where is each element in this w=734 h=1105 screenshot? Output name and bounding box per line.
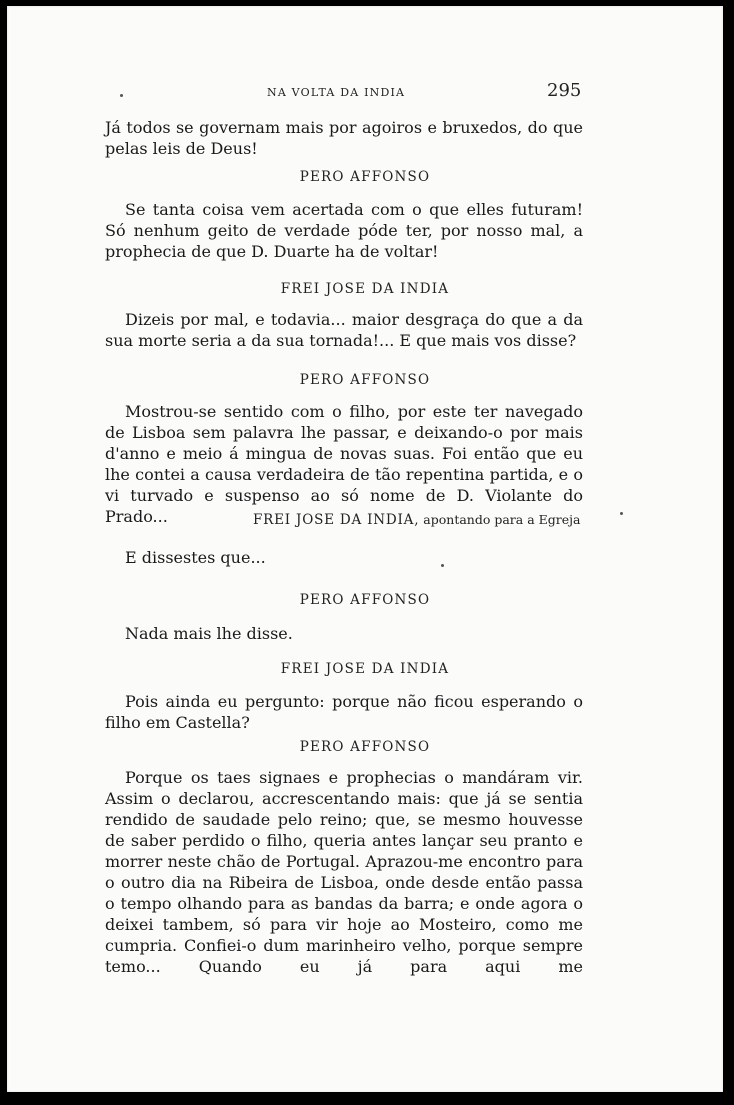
speck-mark (620, 512, 623, 515)
book-page (7, 6, 723, 1092)
dialogue-paragraph (105, 199, 583, 262)
speck-mark (120, 94, 123, 97)
speaker-name: FREI JOSE DA INDIA, (253, 512, 420, 528)
speaker-heading: PERO AFFONSO (299, 372, 431, 388)
stage-direction: apontando para a Egreja (423, 512, 581, 527)
paragraph-text: Porque os taes signaes e prophecias o mandáram vir. Assim o declarou, accrescentando mais: que já se sentia rendido de saudade pelo reino; que, se mesmo houvesse de saber perdido o filho, queria antes lançar seu pranto e morrer neste chão de Portugal. Aprazou-me encontro para o outro dia na Ribeira de Lisboa, onde desde então passa o tempo olhando para as bandas da barra; e onde agora o deixei tambem, só para vir hoje ao Mosteiro, como me cumpria. Confiei-o dum marinheiro velho, porque sempre temo... Quando eu já para aqui me (105, 768, 583, 976)
page-header (7, 80, 723, 104)
speaker-heading: FREI JOSE DA INDIA (280, 661, 450, 677)
paragraph-text: Se tanta coisa vem acertada com o que elles futuram! Só nenhum geito de verdade póde ter, por nosso mal, a prophecia de que D. Duarte ha de voltar! (105, 200, 583, 261)
speaker-heading: PERO AFFONSO (299, 739, 431, 755)
paragraph-text: Mostrou-se sentido com o filho, por este ter navegado de Lisboa sem palavra lhe passar, e deixando-o por mais d'anno e meio á mingua de novas suas. Foi então que eu lhe contei a causa verdadeira de tão repentina partida, e o vi turvado e suspenso ao só nome de D. Violante do Prado... (105, 402, 583, 526)
paragraph-text: Pois ainda eu pergunto: porque não ficou esperando o filho em Castella? (105, 692, 583, 732)
speaker-heading: FREI JOSE DA INDIA (280, 281, 450, 297)
dialogue-paragraph (105, 117, 583, 159)
speck-mark (441, 564, 444, 567)
speaker-heading: PERO AFFONSO (299, 169, 431, 185)
dialogue-paragraph (105, 547, 583, 568)
dialogue-paragraph (105, 309, 583, 351)
dialogue-paragraph (105, 691, 583, 733)
running-title: NA VOLTA DA INDIA (267, 86, 406, 99)
speaker-heading-with-direction (253, 512, 580, 528)
dialogue-paragraph (105, 767, 583, 977)
speaker-heading: PERO AFFONSO (299, 592, 431, 608)
paragraph-text: Já todos se governam mais por agoiros e bruxedos, do que pelas leis de Deus! (105, 118, 583, 158)
dialogue-paragraph (105, 623, 583, 644)
paragraph-text: Dizeis por mal, e todavia... maior desgraça do que a da sua morte seria a da sua tornada!... E que mais vos disse? (105, 310, 583, 350)
page-number: 295 (547, 80, 582, 101)
dialogue-paragraph (105, 401, 583, 527)
paragraph-text: E dissestes que... (125, 548, 266, 567)
paragraph-text: Nada mais lhe disse. (125, 624, 293, 643)
